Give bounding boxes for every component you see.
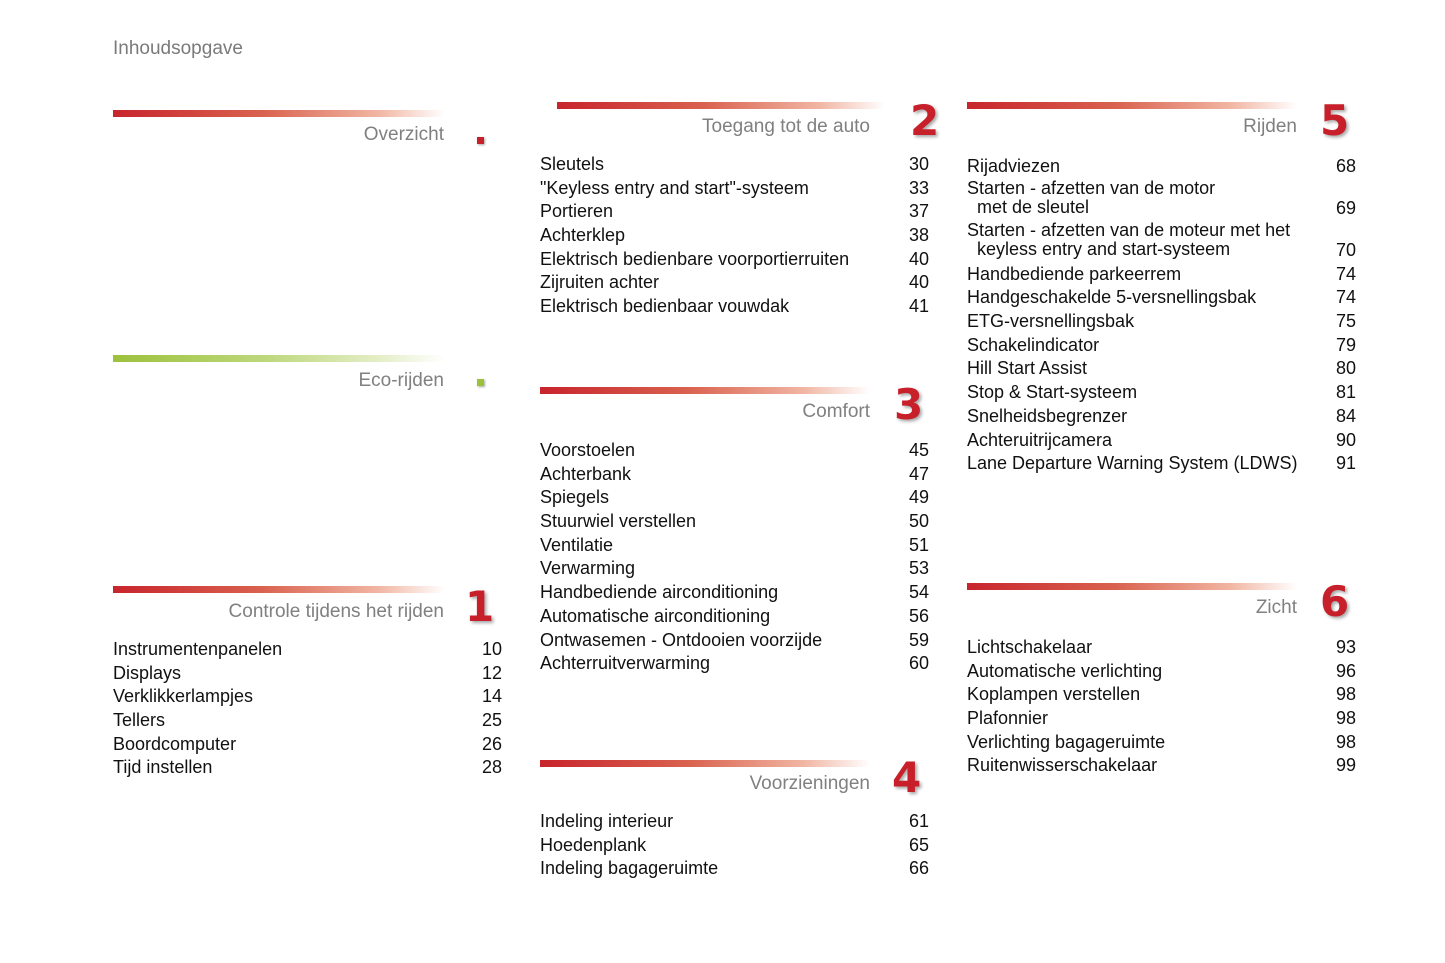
page-header: Inhoudsopgave: [113, 38, 243, 59]
section-number: 1: [465, 582, 495, 631]
section-number: 5: [1320, 96, 1350, 145]
section-marker-icon: [477, 379, 484, 386]
section-bar: [557, 102, 885, 109]
toc-entry[interactable]: Stuurwiel verstellen 50: [540, 511, 929, 532]
section-4-list: [540, 810, 929, 881]
toc-entry[interactable]: Elektrisch bedienbaar vouwdak 41: [540, 296, 929, 317]
section-2-list: [540, 153, 929, 319]
toc-entry[interactable]: Elektrisch bedienbare voorportierruiten 40: [540, 248, 929, 269]
toc-entry[interactable]: Ventilatie 51: [540, 534, 929, 555]
section-bar: [967, 583, 1297, 590]
section-overzicht: [113, 110, 503, 150]
section-title[interactable]: Eco-rijden: [358, 370, 444, 391]
toc-entry[interactable]: Sleutels 30: [540, 154, 929, 174]
section-number: 3: [894, 380, 924, 429]
toc-entry[interactable]: Handbediende parkeerrem 74: [967, 263, 1356, 284]
section-bar: [113, 355, 445, 362]
section-bar: [967, 102, 1297, 109]
toc-entry[interactable]: Verwarming 53: [540, 558, 929, 579]
toc-entry[interactable]: Tijd instellen 28: [113, 757, 502, 778]
section-eco-rijden: [113, 355, 503, 395]
toc-entry[interactable]: Boordcomputer 26: [113, 733, 502, 754]
section-3-list: [540, 439, 929, 676]
section-title[interactable]: Comfort: [802, 401, 870, 422]
section-1-list: [113, 638, 502, 780]
toc-entry[interactable]: Verklikkerlampjes 14: [113, 686, 502, 707]
toc-entry[interactable]: Achterruitverwarming 60: [540, 653, 929, 674]
section-marker-icon: [477, 137, 484, 144]
section-bar: [113, 586, 445, 593]
toc-entry[interactable]: Indeling bagageruimte 66: [540, 858, 929, 879]
section-number: 6: [1320, 577, 1350, 626]
toc-entry[interactable]: Instrumentenpanelen 10: [113, 639, 502, 659]
toc-entry[interactable]: Starten - afzetten van de moteur met het keyless entry and start-systeem 70: [967, 219, 1356, 260]
toc-entry[interactable]: Hill Start Assist 80: [967, 358, 1356, 379]
section-number: 2: [910, 96, 940, 145]
section-title[interactable]: Controle tijdens het rijden: [228, 601, 444, 622]
toc-entry[interactable]: Lichtschakelaar 93: [967, 637, 1356, 657]
section-title[interactable]: Rijden: [1243, 116, 1297, 137]
section-title[interactable]: Overzicht: [363, 124, 444, 145]
section-bar: [540, 387, 870, 394]
section-5-list: [967, 155, 1356, 476]
toc-entry[interactable]: Achterbank 47: [540, 463, 929, 484]
toc-entry[interactable]: "Keyless entry and start"-systeem 33: [540, 177, 929, 198]
section-6-list: [967, 636, 1356, 778]
toc-entry[interactable]: Handbediende airconditioning 54: [540, 582, 929, 603]
toc-entry[interactable]: Schakelindicator 79: [967, 334, 1356, 355]
toc-entry[interactable]: Voorstoelen 45: [540, 440, 929, 460]
section-title[interactable]: Toegang tot de auto: [702, 116, 870, 137]
toc-entry[interactable]: Achteruitrijcamera 90: [967, 429, 1356, 450]
toc-entry[interactable]: Handgeschakelde 5-versnellingsbak 74: [967, 287, 1356, 308]
toc-entry[interactable]: Lane Departure Warning System (LDWS) 91: [967, 453, 1356, 474]
toc-entry[interactable]: Spiegels 49: [540, 487, 929, 508]
toc-entry[interactable]: Verlichting bagageruimte 98: [967, 731, 1356, 752]
toc-entry[interactable]: Plafonnier 98: [967, 708, 1356, 729]
section-title[interactable]: Voorzieningen: [749, 773, 870, 794]
toc-entry[interactable]: Hoedenplank 65: [540, 834, 929, 855]
section-bar: [540, 760, 870, 767]
section-title[interactable]: Zicht: [1255, 597, 1297, 618]
toc-entry[interactable]: Starten - afzetten van de motor met de sleutel 69: [967, 177, 1356, 218]
section-bar: [113, 110, 445, 117]
toc-entry[interactable]: Portieren 37: [540, 201, 929, 222]
toc-entry[interactable]: Koplampen verstellen 98: [967, 684, 1356, 705]
toc-entry[interactable]: Ontwasemen - Ontdooien voorzijde 59: [540, 629, 929, 650]
toc-entry[interactable]: Rijadviezen 68: [967, 156, 1356, 176]
toc-entry[interactable]: Achterklep 38: [540, 225, 929, 246]
toc-entry[interactable]: Displays 12: [113, 662, 502, 683]
toc-entry[interactable]: Zijruiten achter 40: [540, 272, 929, 293]
section-number: 4: [892, 753, 922, 802]
toc-entry[interactable]: Automatische verlichting 96: [967, 660, 1356, 681]
toc-entry[interactable]: Tellers 25: [113, 710, 502, 731]
toc-entry[interactable]: Indeling interieur 61: [540, 811, 929, 831]
toc-entry[interactable]: ETG-versnellingsbak 75: [967, 311, 1356, 332]
toc-entry[interactable]: Ruitenwisserschakelaar 99: [967, 755, 1356, 776]
toc-entry[interactable]: Snelheidsbegrenzer 84: [967, 405, 1356, 426]
toc-entry[interactable]: Stop & Start-systeem 81: [967, 382, 1356, 403]
toc-entry[interactable]: Automatische airconditioning 56: [540, 605, 929, 626]
